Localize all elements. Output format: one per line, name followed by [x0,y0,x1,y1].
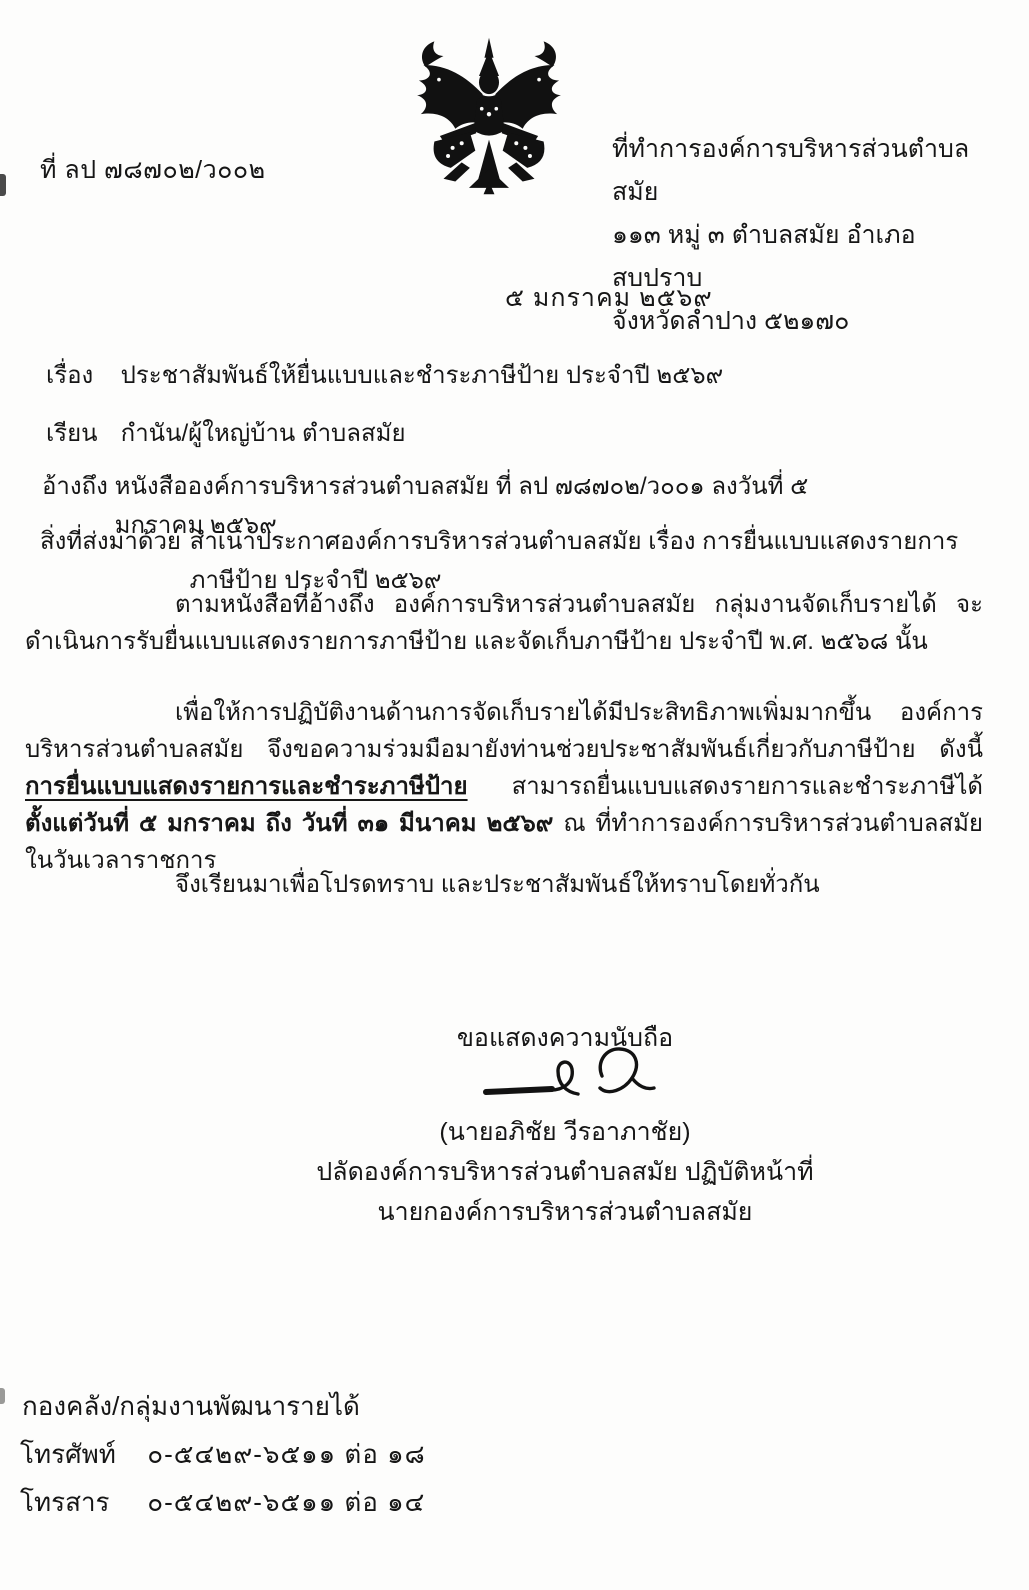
office-name: ที่ทำการองค์การบริหารส่วนตำบลสมัย [612,135,970,206]
signature-icon [478,1042,663,1114]
doc-number: ที่ ลป ๗๘๗๐๒/ว๐๐๒ [40,156,266,184]
reference-label: อ้างถึง [42,473,108,500]
enclosure-label: สิ่งที่ส่งมาด้วย [40,528,181,555]
paragraph2-text: เพื่อให้การปฏิบัติงานด้านการจัดเก็บรายได้มีประสิทธิภาพเพิ่มมากขึ้น องค์การบริหารส่วนตำบลสมัย จึงขอความร่วมมือมายังท่านช่วยประชาสัมพันธ์เกี่ยวกับภาษีป้าย ดังนี้ [25,699,983,763]
signer-position-line1: ปลัดองค์การบริหารส่วนตำบลสมัย ปฏิบัติหน้าที่ [316,1158,814,1186]
footer-fax-row [20,1482,620,1523]
paragraph2-text: ณ ที่ทำการองค์การบริหารส่วนตำบลสมัย ในวันเวลาราชการ [25,810,983,874]
to-text: กำนัน/ผู้ใหญ่บ้าน ตำบลสมัย [120,420,406,447]
fax-number: ๐-๕๔๒๙-๖๕๑๑ ต่อ ๑๔ [147,1487,426,1517]
body-paragraph-2 [25,694,983,879]
salutation: ขอแสดงความนับถือ [456,1024,674,1052]
fax-label: โทรสาร [20,1487,110,1517]
reference-text: หนังสือองค์การบริหารส่วนตำบลสมัย ที่ ลป ๗๘๗๐๒/ว๐๐๑ ลงวันที่ ๕ มกราคม ๒๕๖๙ [114,473,809,539]
phone-label: โทรศัพท์ [20,1439,116,1469]
subject-row [46,355,986,394]
signer-position-line2: นายกองค์การบริหารส่วนตำบลสมัย [377,1198,753,1226]
signature-block [295,1112,835,1232]
subject-label: เรื่อง [46,362,94,389]
paragraph2-bold-dates: ตั้งแต่วันที่ ๕ มกราคม ถึง วันที่ ๓๑ มีนาคม ๒๕๖๙ [25,810,554,837]
subject-text: ประชาสัมพันธ์ให้ยื่นแบบและชำระภาษีป้าย ประจำปี ๒๕๖๙ [120,362,724,389]
enclosure-text: สำเนาประกาศองค์การบริหารส่วนตำบลสมัย เรื่อง การยื่นแบบแสดงรายการภาษีป้าย ประจำปี ๒๕๖๙ [189,528,959,594]
to-label: เรียน [46,420,98,447]
letter-date: ๕ มกราคม ๒๕๖๙ [505,284,713,312]
footer-department: กองคลัง/กลุ่มงานพัฒนารายได้ [22,1391,360,1421]
phone-number: ๐-๕๔๒๙-๖๕๑๑ ต่อ ๑๘ [147,1439,426,1469]
signer-name: (นายอภิชัย วีรอาภาชัย) [439,1118,691,1146]
paragraph2-underlined-phrase: การยื่นแบบแสดงรายการและชำระภาษีป้าย [25,773,468,800]
office-address-line: ๑๑๓ หมู่ ๓ ตำบลสมัย อำเภอสบปราบ [612,221,916,292]
paragraph2-text: สามารถยื่นแบบแสดงรายการและชำระภาษีได้ [467,773,983,800]
garuda-emblem-icon [398,28,580,204]
body-paragraph-1: ตามหนังสือที่อ้างถึง องค์การบริหารส่วนตำบลสมัย กลุ่มงานจัดเก็บรายได้ จะดำเนินการรับยื่นแบบแสดงรายการภาษีป้าย และจัดเก็บภาษีป้าย ประจำปี พ.ศ. ๒๕๖๘ นั้น [25,591,983,655]
office-province-line: จังหวัดลำปาง ๕๒๑๗๐ [612,307,850,335]
scan-artifact [0,1388,5,1404]
footer-phone-row [20,1434,620,1475]
to-row [46,413,986,452]
scan-artifact [0,174,6,196]
closing-paragraph: จึงเรียนมาเพื่อโปรดทราบ และประชาสัมพันธ์ให้ทราบโดยทั่วกัน [175,871,820,898]
